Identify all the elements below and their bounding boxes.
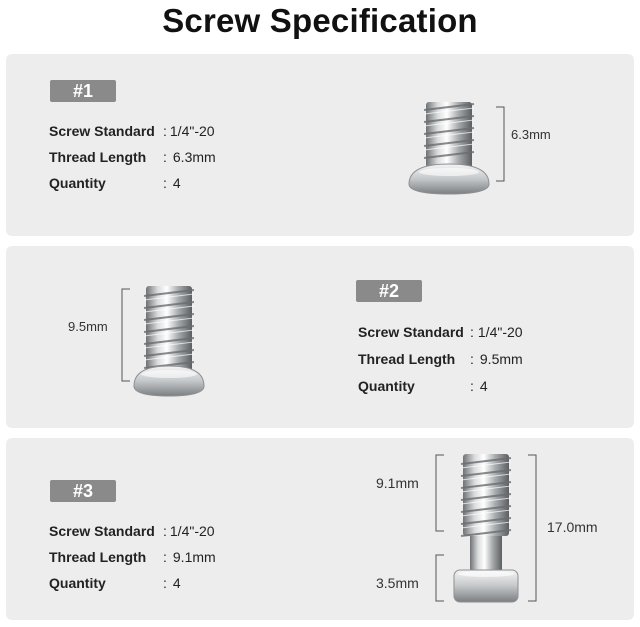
spec-label: Quantity: [49, 175, 106, 191]
dimension-label: 17.0mm: [547, 519, 598, 535]
spec-sep: :: [163, 123, 167, 139]
spec-sep: :: [163, 523, 167, 539]
spec-sep: :: [163, 549, 167, 565]
dimension-bracket: [528, 454, 540, 602]
spec-value: 1/4"-20: [477, 324, 523, 340]
screw-2-specs: [358, 319, 523, 400]
screw-3-panel: [6, 438, 634, 620]
screw-1-image: [406, 98, 506, 198]
dimension-bracket: [496, 106, 508, 182]
spec-value: 1/4"-20: [169, 523, 215, 539]
spec-value: 4: [172, 175, 181, 191]
spec-row-quantity: [49, 170, 216, 196]
screw-2-badge: #2: [356, 280, 422, 302]
spec-label: Thread Length: [358, 351, 456, 367]
spec-value: 4: [479, 378, 488, 394]
spec-sep: :: [470, 351, 474, 367]
spec-row-thread-length: [49, 544, 216, 570]
spec-row-quantity: [358, 373, 523, 400]
spec-label: Screw Standard: [49, 523, 155, 539]
spec-sep: :: [470, 324, 474, 340]
spec-label: Quantity: [49, 575, 106, 591]
spec-sep: :: [470, 378, 474, 394]
spec-sep: :: [163, 175, 167, 191]
screw-2-panel: [6, 246, 634, 428]
dimension-label: 9.1mm: [376, 475, 419, 491]
dimension-label: 9.5mm: [68, 319, 108, 334]
screw-3-badge: #3: [50, 480, 116, 502]
spec-value: 6.3mm: [172, 149, 216, 165]
spec-label: Screw Standard: [358, 324, 464, 340]
spec-value: 4: [172, 575, 181, 591]
spec-row-standard: [49, 518, 216, 544]
spec-value: 9.1mm: [172, 549, 216, 565]
spec-label: Thread Length: [49, 149, 147, 165]
spec-label: Thread Length: [49, 549, 147, 565]
screw-1-badge: #1: [50, 80, 116, 102]
spec-row-thread-length: [358, 346, 523, 373]
spec-label: Screw Standard: [49, 123, 155, 139]
screw-3-specs: [49, 518, 216, 596]
spec-sep: :: [163, 149, 167, 165]
dimension-label: 6.3mm: [511, 127, 551, 142]
spec-row-standard: [358, 319, 523, 346]
screw-1-specs: [49, 118, 216, 196]
spec-label: Quantity: [358, 378, 415, 394]
spec-row-thread-length: [49, 144, 216, 170]
spec-row-quantity: [49, 570, 216, 596]
dimension-bracket: [434, 554, 446, 602]
screw-3-image: [446, 450, 536, 610]
spec-value: 1/4"-20: [169, 123, 215, 139]
screw-1-panel: [6, 54, 634, 236]
dimension-label: 3.5mm: [376, 575, 419, 591]
page-title: Screw Specification: [162, 2, 478, 39]
dimension-bracket: [434, 454, 446, 532]
spec-value: 9.5mm: [479, 351, 523, 367]
screw-2-image: [124, 280, 224, 400]
spec-row-standard: [49, 118, 216, 144]
spec-sep: :: [163, 575, 167, 591]
